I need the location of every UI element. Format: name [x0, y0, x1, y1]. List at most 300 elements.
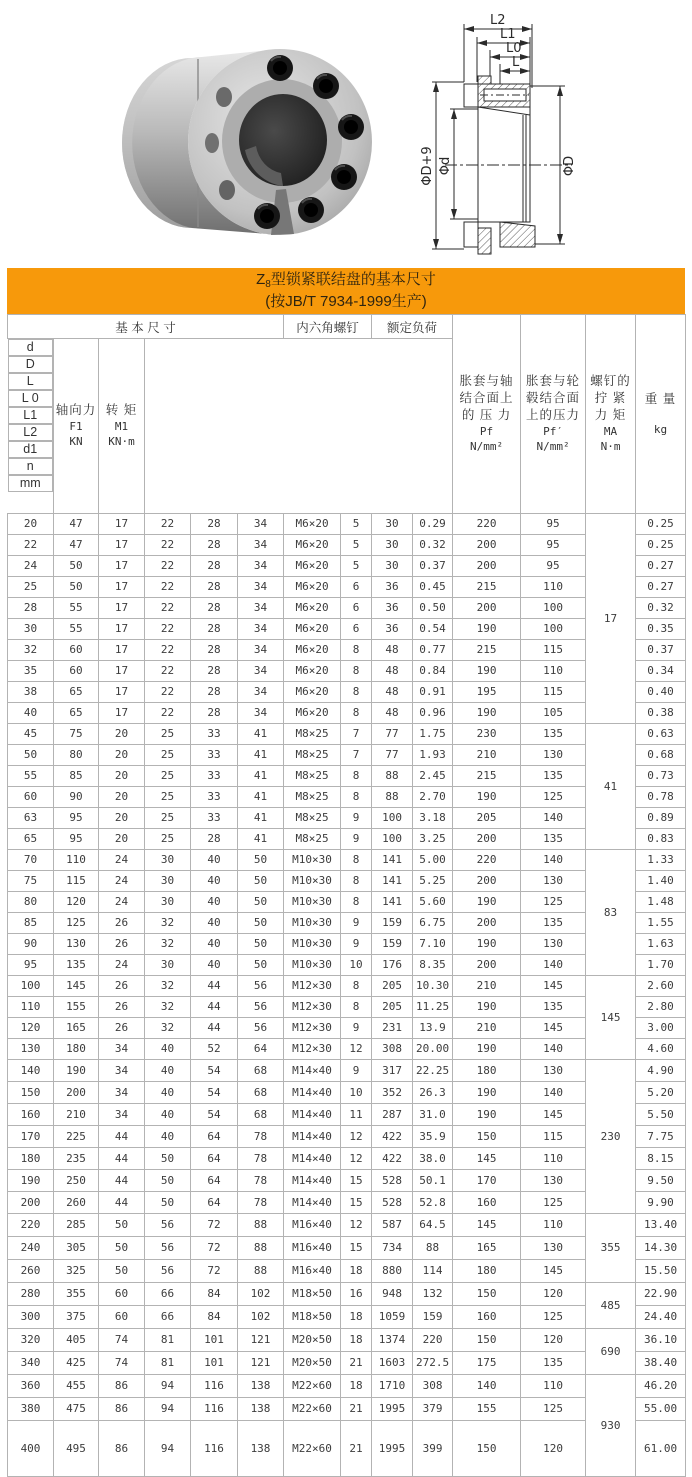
cell: 44 — [99, 1191, 145, 1213]
cell: 125 — [521, 1397, 586, 1420]
cell: 1.40 — [636, 870, 686, 891]
cell: 190 — [453, 891, 521, 912]
cell: 125 — [521, 1305, 586, 1328]
cell: 85 — [8, 912, 54, 933]
table-row — [8, 954, 686, 975]
cell: 1.63 — [636, 933, 686, 954]
cell: M6×20 — [284, 534, 341, 555]
table-row — [8, 828, 686, 849]
cell: 8 — [341, 849, 372, 870]
cell: 1603 — [372, 1351, 413, 1374]
cell: 77 — [372, 723, 413, 744]
cell: 425 — [54, 1351, 99, 1374]
cell: 40 — [191, 912, 238, 933]
cell: 230 — [453, 723, 521, 744]
table-row — [8, 786, 686, 807]
cell: 175 — [453, 1351, 521, 1374]
cell: 34 — [238, 702, 284, 723]
cell: 2.60 — [636, 975, 686, 996]
cell: 72 — [191, 1259, 238, 1282]
cell: 1710 — [372, 1374, 413, 1397]
cell: 13.9 — [413, 1017, 453, 1038]
cell: 34 — [238, 639, 284, 660]
cell: 22.90 — [636, 1282, 686, 1305]
cell: 95 — [54, 807, 99, 828]
cell: 30 — [145, 870, 191, 891]
cell: 65 — [54, 702, 99, 723]
cell: M12×30 — [284, 1038, 341, 1059]
header-group-basic: 基 本 尺 寸 — [8, 315, 284, 339]
cell: 0.84 — [413, 660, 453, 681]
cell: 0.37 — [636, 639, 686, 660]
cell: 422 — [372, 1147, 413, 1169]
cell: 110 — [521, 1374, 586, 1397]
cell: 135 — [521, 912, 586, 933]
cell: 63 — [8, 807, 54, 828]
cell: 138 — [238, 1374, 284, 1397]
cell: 32 — [145, 1017, 191, 1038]
cell: 12 — [341, 1213, 372, 1236]
cell: 115 — [521, 681, 586, 702]
cell: 18 — [341, 1328, 372, 1351]
cell: 145 — [521, 1103, 586, 1125]
cell: 81 — [145, 1351, 191, 1374]
cell: 33 — [191, 723, 238, 744]
cell: M22×60 — [284, 1420, 341, 1476]
spec-table — [7, 314, 686, 1477]
cell: 80 — [8, 891, 54, 912]
header-group-load: 额定负荷 — [372, 315, 453, 339]
dimension-drawing — [420, 4, 692, 264]
cell: 3.00 — [636, 1017, 686, 1038]
cell: 33 — [191, 765, 238, 786]
cell: 110 — [521, 1213, 586, 1236]
cell: 0.83 — [636, 828, 686, 849]
table-row — [8, 1328, 686, 1351]
cell: 125 — [521, 786, 586, 807]
cell: 200 — [54, 1081, 99, 1103]
cell: 9 — [341, 807, 372, 828]
cell: 360 — [8, 1374, 54, 1397]
cell: 210 — [453, 975, 521, 996]
dim-label-od: ΦD — [562, 155, 577, 177]
header-group-screw: 内六角螺钉 — [284, 315, 372, 339]
cell: 130 — [521, 870, 586, 891]
cell: 130 — [521, 933, 586, 954]
cell: 1.48 — [636, 891, 686, 912]
ma-merged-cell: 355 — [586, 1213, 636, 1282]
cell: 15.50 — [636, 1259, 686, 1282]
cell: M6×20 — [284, 513, 341, 534]
table-row — [8, 849, 686, 870]
cell: 5 — [341, 534, 372, 555]
table-row — [8, 1017, 686, 1038]
cell: M8×25 — [284, 807, 341, 828]
table-row — [8, 975, 686, 996]
cell: 45 — [8, 723, 54, 744]
table-row — [8, 1213, 686, 1236]
cell: 110 — [54, 849, 99, 870]
cell: 50 — [99, 1236, 145, 1259]
cell: 20 — [99, 723, 145, 744]
cell: 40 — [191, 870, 238, 891]
cell: 145 — [453, 1147, 521, 1169]
ma-merged-cell: 690 — [586, 1328, 636, 1374]
cell: M14×40 — [284, 1125, 341, 1147]
cell: 287 — [372, 1103, 413, 1125]
cell: 17 — [99, 639, 145, 660]
cell: 17 — [99, 513, 145, 534]
cell: 190 — [453, 786, 521, 807]
cell: 25 — [145, 765, 191, 786]
cell: 8 — [341, 681, 372, 702]
cell: 28 — [191, 702, 238, 723]
cell: 190 — [453, 933, 521, 954]
cell: 32 — [8, 639, 54, 660]
cell: 84 — [191, 1282, 238, 1305]
cell: 200 — [453, 870, 521, 891]
cell: 44 — [191, 975, 238, 996]
table-row — [8, 618, 686, 639]
cell: 12 — [341, 1147, 372, 1169]
cell: 33 — [191, 807, 238, 828]
cell: 2.45 — [413, 765, 453, 786]
cell: 405 — [54, 1328, 99, 1351]
cell: 32 — [145, 933, 191, 954]
cell: 7.10 — [413, 933, 453, 954]
cell: 30 — [145, 849, 191, 870]
header-col-L0: L 0 — [8, 390, 54, 407]
table-row — [8, 891, 686, 912]
cell: 190 — [453, 1038, 521, 1059]
cell: 5 — [341, 513, 372, 534]
header-col-f1: 轴向力 F1 KN — [54, 339, 99, 514]
table-row — [8, 807, 686, 828]
page-title: $Z_8$型锁紧联结盘的基本尺寸 — [256, 271, 436, 290]
cell: 8 — [341, 891, 372, 912]
table-row — [8, 1420, 686, 1476]
cell: 165 — [54, 1017, 99, 1038]
cell: 12 — [341, 1038, 372, 1059]
cell: 140 — [521, 849, 586, 870]
cell: 250 — [54, 1169, 99, 1191]
cell: 132 — [413, 1282, 453, 1305]
cell: 0.35 — [636, 618, 686, 639]
cell: 31.0 — [413, 1103, 453, 1125]
cell: 10 — [341, 954, 372, 975]
cell: 66 — [145, 1305, 191, 1328]
cell: 5.25 — [413, 870, 453, 891]
table-row — [8, 660, 686, 681]
cell: 8 — [341, 870, 372, 891]
cell: 0.25 — [636, 534, 686, 555]
table-row — [8, 933, 686, 954]
cell: 88 — [413, 1236, 453, 1259]
cell: 8.35 — [413, 954, 453, 975]
cell: 20 — [99, 765, 145, 786]
cell: 12 — [341, 1125, 372, 1147]
top-section — [0, 0, 692, 268]
cell: 0.29 — [413, 513, 453, 534]
cell: 220 — [453, 513, 521, 534]
cell: 100 — [521, 618, 586, 639]
cell: 260 — [54, 1191, 99, 1213]
cell: 48 — [372, 639, 413, 660]
cell: 0.68 — [636, 744, 686, 765]
cell: 115 — [54, 870, 99, 891]
cell: 60 — [54, 660, 99, 681]
cell: 5.50 — [636, 1103, 686, 1125]
cell: 25 — [145, 828, 191, 849]
cell: 40 — [191, 891, 238, 912]
cell: 101 — [191, 1328, 238, 1351]
cell: 41 — [238, 744, 284, 765]
cell: M8×25 — [284, 744, 341, 765]
cell: 95 — [521, 534, 586, 555]
cell: 0.77 — [413, 639, 453, 660]
cell: 176 — [372, 954, 413, 975]
cell: M20×50 — [284, 1328, 341, 1351]
cell: 25 — [145, 786, 191, 807]
cell: 0.32 — [413, 534, 453, 555]
dim-label-l1: L1 — [500, 27, 516, 42]
cell: 325 — [54, 1259, 99, 1282]
cell: 9 — [341, 828, 372, 849]
cell: 180 — [54, 1038, 99, 1059]
cell: 121 — [238, 1328, 284, 1351]
table-row — [8, 513, 686, 534]
cell: M20×50 — [284, 1351, 341, 1374]
header-col-L1: L1 — [8, 407, 54, 424]
cell: 305 — [54, 1236, 99, 1259]
cell: 380 — [8, 1397, 54, 1420]
cell: 70 — [8, 849, 54, 870]
cell: 25 — [145, 744, 191, 765]
cell: M6×20 — [284, 660, 341, 681]
cell: 159 — [372, 933, 413, 954]
cell: 30 — [145, 891, 191, 912]
cell: 10.30 — [413, 975, 453, 996]
cell: 116 — [191, 1374, 238, 1397]
cell: 22 — [145, 681, 191, 702]
cell: 948 — [372, 1282, 413, 1305]
cell: 22 — [145, 597, 191, 618]
cell: 60 — [99, 1305, 145, 1328]
header-col-weight: 重 量 kg — [636, 315, 686, 514]
cell: 56 — [238, 996, 284, 1017]
cell: 22 — [145, 534, 191, 555]
cell: 9 — [341, 1017, 372, 1038]
cell: 28 — [191, 555, 238, 576]
table-row — [8, 765, 686, 786]
table-row — [8, 1351, 686, 1374]
cell: 85 — [54, 765, 99, 786]
cell: 21 — [341, 1420, 372, 1476]
cell: 21 — [341, 1397, 372, 1420]
dim-label-l0: L0 — [506, 41, 522, 56]
cell: 355 — [54, 1282, 99, 1305]
cell: M6×20 — [284, 681, 341, 702]
cell: 46.20 — [636, 1374, 686, 1397]
cell: 145 — [521, 975, 586, 996]
cell: 135 — [521, 828, 586, 849]
cell: 74 — [99, 1351, 145, 1374]
cell: 528 — [372, 1191, 413, 1213]
cell: 36 — [372, 576, 413, 597]
cell: 0.73 — [636, 765, 686, 786]
cell: 0.63 — [636, 723, 686, 744]
cell: 22.25 — [413, 1059, 453, 1081]
spec-table-body — [8, 513, 686, 1476]
cell: 32 — [145, 996, 191, 1017]
header-col-pf: 胀套与轴 结合面上 的 压 力 Pf N/mm² — [453, 315, 521, 514]
cell: 94 — [145, 1397, 191, 1420]
cell: 18 — [341, 1259, 372, 1282]
cell: 18 — [341, 1305, 372, 1328]
cell: 22 — [145, 639, 191, 660]
cell: 9 — [341, 1059, 372, 1081]
cell: 55.00 — [636, 1397, 686, 1420]
cell: 125 — [521, 891, 586, 912]
cell: 90 — [8, 933, 54, 954]
cell: 190 — [453, 1081, 521, 1103]
table-row — [8, 1282, 686, 1305]
cell: 34 — [238, 513, 284, 534]
cell: 24 — [99, 891, 145, 912]
cell: 130 — [54, 933, 99, 954]
cell: 145 — [453, 1213, 521, 1236]
table-row — [8, 1125, 686, 1147]
page-subtitle: (按JB/T 7934-1999生产) — [265, 293, 427, 310]
cell: 125 — [521, 1191, 586, 1213]
cell: 180 — [453, 1059, 521, 1081]
cell: 100 — [372, 807, 413, 828]
cell: 50 — [238, 933, 284, 954]
cell: 50 — [54, 576, 99, 597]
cell: 16 — [341, 1282, 372, 1305]
cell: M16×40 — [284, 1213, 341, 1236]
header-col-L: L — [8, 373, 54, 390]
cell: 120 — [54, 891, 99, 912]
cell: M8×25 — [284, 765, 341, 786]
cell: 200 — [8, 1191, 54, 1213]
cell: 0.50 — [413, 597, 453, 618]
cell: 7 — [341, 744, 372, 765]
cell: 190 — [453, 660, 521, 681]
cell: 64 — [191, 1125, 238, 1147]
cell: 170 — [8, 1125, 54, 1147]
cell: 38 — [8, 681, 54, 702]
cell: 54 — [191, 1103, 238, 1125]
cell: 64 — [191, 1191, 238, 1213]
cell: 40 — [191, 933, 238, 954]
cell: 84 — [191, 1305, 238, 1328]
cell: M6×20 — [284, 597, 341, 618]
cell: 140 — [521, 1081, 586, 1103]
cell: 8 — [341, 765, 372, 786]
table-row — [8, 555, 686, 576]
cell: 190 — [453, 996, 521, 1017]
cell: M10×30 — [284, 849, 341, 870]
cell: 36 — [372, 618, 413, 639]
cell: 190 — [453, 618, 521, 639]
cell: 25 — [145, 723, 191, 744]
cell: 0.32 — [636, 597, 686, 618]
cell: 44 — [99, 1169, 145, 1191]
cell: 50 — [8, 744, 54, 765]
cell: 41 — [238, 723, 284, 744]
cell: 1995 — [372, 1397, 413, 1420]
cell: 308 — [413, 1374, 453, 1397]
cell: 135 — [521, 996, 586, 1017]
cell: 100 — [521, 597, 586, 618]
cell: 150 — [453, 1282, 521, 1305]
cell: 6 — [341, 618, 372, 639]
cell: 47 — [54, 534, 99, 555]
cell: M8×25 — [284, 828, 341, 849]
cell: 40 — [145, 1059, 191, 1081]
header-col-m1: 转 矩 M1 KN·m — [99, 339, 145, 514]
cell: 55 — [8, 765, 54, 786]
cell: 3.18 — [413, 807, 453, 828]
cell: M12×30 — [284, 996, 341, 1017]
cell: 6.75 — [413, 912, 453, 933]
cell: 399 — [413, 1420, 453, 1476]
cell: 86 — [99, 1397, 145, 1420]
cell: 34 — [99, 1059, 145, 1081]
cell: 14.30 — [636, 1236, 686, 1259]
cell: 48 — [372, 702, 413, 723]
cell: 8 — [341, 786, 372, 807]
cell: M22×60 — [284, 1397, 341, 1420]
cell: 13.40 — [636, 1213, 686, 1236]
cell: 68 — [238, 1059, 284, 1081]
table-row — [8, 912, 686, 933]
cell: 77 — [372, 744, 413, 765]
cell: 5 — [341, 555, 372, 576]
cell: 72 — [191, 1213, 238, 1236]
cell: 86 — [99, 1420, 145, 1476]
table-row — [8, 996, 686, 1017]
cell: 0.78 — [636, 786, 686, 807]
cell: 308 — [372, 1038, 413, 1059]
cell: 0.27 — [636, 576, 686, 597]
cell: 140 — [8, 1059, 54, 1081]
table-row — [8, 1059, 686, 1081]
cell: 150 — [8, 1081, 54, 1103]
cell: 30 — [372, 513, 413, 534]
cell: 20 — [99, 828, 145, 849]
cell: 125 — [54, 912, 99, 933]
cell: 86 — [99, 1374, 145, 1397]
cell: 22 — [145, 576, 191, 597]
cell: 34 — [238, 576, 284, 597]
cell: 6 — [341, 576, 372, 597]
cell: 120 — [521, 1282, 586, 1305]
cell: 26 — [99, 933, 145, 954]
cell: 24 — [99, 849, 145, 870]
cell: M16×40 — [284, 1259, 341, 1282]
cell: M12×30 — [284, 975, 341, 996]
cell: M12×30 — [284, 1017, 341, 1038]
cell: 121 — [238, 1351, 284, 1374]
cell: 56 — [238, 1017, 284, 1038]
cell: 22 — [145, 555, 191, 576]
cell: 145 — [521, 1017, 586, 1038]
cell: 56 — [145, 1213, 191, 1236]
cell: 210 — [54, 1103, 99, 1125]
table-row — [8, 1259, 686, 1282]
